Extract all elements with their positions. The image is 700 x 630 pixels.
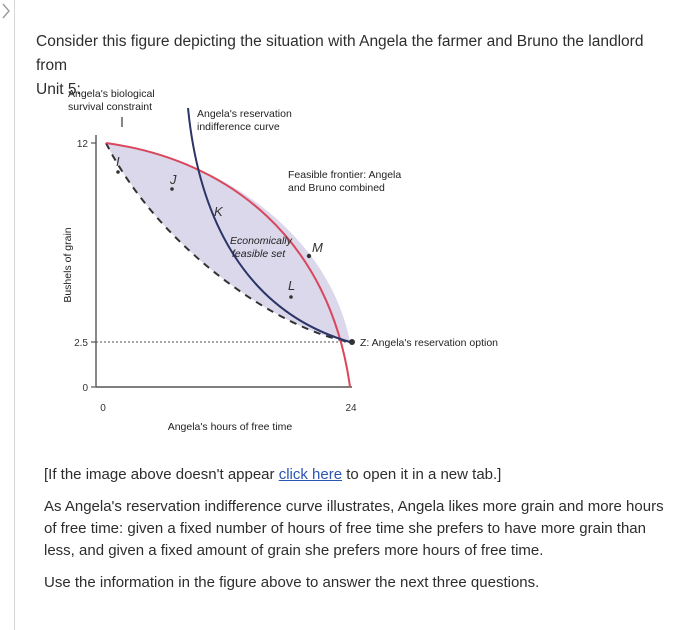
y-tick-2-5: 2.5 bbox=[74, 338, 88, 349]
point-label-l: L bbox=[288, 278, 296, 293]
image-fallback-note bbox=[44, 464, 664, 486]
point-label-i: I bbox=[116, 154, 120, 169]
point-label-j: J bbox=[170, 172, 177, 187]
y-axis-label: Bushels of grain bbox=[62, 227, 74, 303]
point-j-dot bbox=[170, 187, 174, 191]
open-image-link[interactable]: click here bbox=[278, 466, 343, 483]
point-i-dot bbox=[116, 170, 120, 174]
feasible-set-label-line-1: Economically bbox=[230, 235, 292, 247]
reservation-ic-label-line-2: indifference curve bbox=[197, 121, 280, 133]
x-axis-label: Angela's hours of free time bbox=[167, 421, 293, 433]
intro-line-2: Unit 5: bbox=[36, 81, 81, 98]
question-body bbox=[44, 464, 664, 604]
instruction-paragraph: Use the information in the figure above to answer the next three questions. bbox=[44, 574, 540, 591]
angela-bruno-figure bbox=[30, 80, 530, 440]
reservation-ic-label-line-1: Angela's reservation bbox=[197, 108, 292, 120]
survival-label-line-1: Angela's biological bbox=[68, 88, 155, 100]
point-label-m: M bbox=[312, 240, 323, 255]
note-prefix: [If the image above doesn't appear bbox=[44, 466, 279, 483]
note-suffix: to open it in a new tab.] bbox=[342, 466, 502, 483]
survival-label-line-2: survival constraint bbox=[68, 101, 153, 113]
explanation-paragraph: As Angela's reservation indifference curve illustrates, Angela likes more grain and more hours of free time: given a fixed number of hours of free time she prefers to have more grain than less, and given a fixed amount of grain she prefers more hours of free time. bbox=[44, 498, 664, 559]
y-tick-0: 0 bbox=[82, 383, 88, 394]
point-label-k: K bbox=[214, 204, 223, 219]
x-tick-24: 24 bbox=[345, 403, 357, 414]
chevron-right-icon bbox=[0, 2, 12, 20]
point-m-dot bbox=[307, 254, 311, 258]
frontier-label-line-2: and Bruno combined bbox=[288, 182, 385, 194]
reservation-option-label: Z: Angela's reservation option bbox=[360, 337, 499, 349]
intro-line-1: Consider this figure depicting the situation with Angela the farmer and Bruno the landlord from bbox=[36, 33, 644, 74]
y-tick-12: 12 bbox=[76, 139, 88, 150]
point-z-marker bbox=[349, 339, 355, 345]
point-l-dot bbox=[289, 295, 293, 299]
feasible-set-label-line-2: feasible set bbox=[232, 248, 286, 260]
x-tick-0: 0 bbox=[100, 403, 106, 414]
frontier-label-line-1: Feasible frontier: Angela bbox=[288, 169, 402, 181]
